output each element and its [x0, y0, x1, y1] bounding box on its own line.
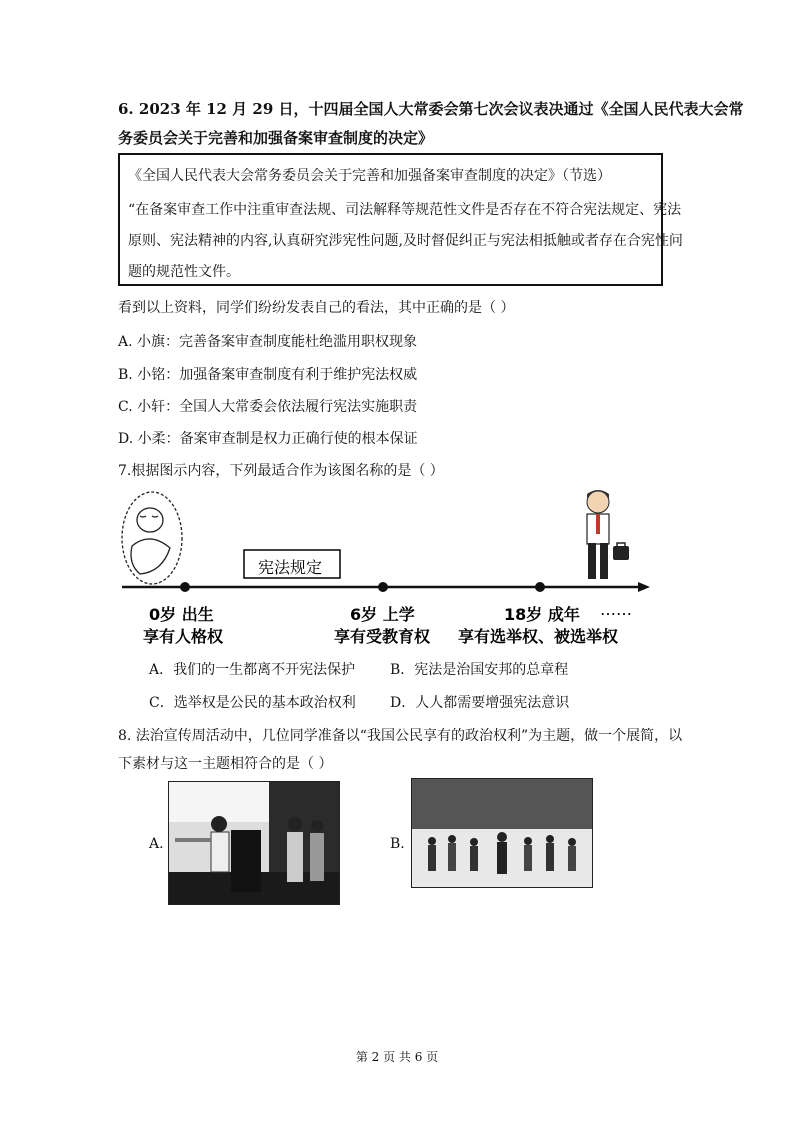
q6-option-b[interactable]: B. 小铭：加强备案审查制度有利于维护宪法权威 [118, 367, 418, 383]
q7-option-b[interactable]: B．宪法是治国安邦的总章程 [390, 662, 569, 678]
right-label-18: 享有选举权、被选举权 [458, 627, 619, 646]
timeline-point-0 [180, 582, 190, 592]
crowd-photo[interactable] [411, 778, 593, 888]
excerpt-box [118, 153, 683, 286]
age-label-0: 0岁 出生 [149, 605, 214, 624]
q7-option-c[interactable]: C．选举权是公民的基本政治权利 [149, 695, 356, 711]
timeline-ellipsis: …… [600, 600, 632, 619]
q6-option-a[interactable]: A. 小旗：完善备案审查制度能杜绝滥用职权现象 [118, 334, 418, 350]
excerpt-line3: 题的规范性文件。 [128, 264, 240, 280]
timeline-point-18 [535, 582, 545, 592]
q6-option-d[interactable]: D. 小柔：备案审查制是权力正确行使的根本保证 [118, 431, 418, 447]
voting-photo[interactable] [168, 781, 340, 905]
timeline-arrowhead [638, 582, 650, 592]
age-label-6: 6岁 上学 [350, 605, 415, 624]
q8-option-a[interactable]: A. [149, 836, 164, 852]
q6-option-c[interactable]: C. 小轩：全国人大常委会依法履行宪法实施职责 [118, 399, 418, 415]
q8-option-b[interactable]: B. [390, 836, 405, 852]
excerpt-line1: “在备案审查工作中注重审查法规、司法解释等规范性文件是否存在不符合宪法规定、宪法 [128, 202, 682, 218]
q6-stem-line1: 6. 2023 年 12 月 29 日，十四届全国人大常委会第七次会议表决通过《全国人民代表大会常 [118, 100, 744, 118]
q7-stem: 7.根据图示内容，下列最适合作为该图名称的是（ ） [118, 463, 444, 479]
timeline-point-6 [378, 582, 388, 592]
right-label-0: 享有人格权 [143, 627, 224, 646]
q6-question: 看到以上资料，同学们纷纷发表自己的看法，其中正确的是（ ） [118, 300, 515, 316]
right-label-6: 享有受教育权 [334, 627, 431, 646]
q7-option-d[interactable]: D．人人都需要增强宪法意识 [390, 695, 570, 711]
age-label-18: 18岁 成年 [504, 605, 580, 624]
q8-stem-line1: 8. 法治宣传周活动中，几位同学准备以“我国公民享有的政治权利”为主题，做一个展简，以 [118, 728, 683, 744]
q6-stem-line2: 务委员会关于完善和加强备案审查制度的决定》 [118, 129, 434, 147]
page-footer: 第 2 页 共 6 页 [355, 1050, 439, 1064]
constitution-label: 宪法规定 [258, 558, 323, 577]
baby-icon [122, 492, 182, 584]
q8-stem-line2: 下素材与这一主题相符合的是（ ） [118, 756, 333, 772]
excerpt-title: 《全国人民代表大会常务委员会关于完善和加强备案审查制度的决定》（节选） [128, 168, 611, 184]
life-timeline-diagram [110, 486, 670, 596]
q7-option-a[interactable]: A．我们的一生都离不开宪法保护 [149, 662, 356, 678]
businessman-icon [587, 490, 629, 579]
excerpt-line2: 原则、宪法精神的内容,认真研究涉宪性问题,及时督促纠正与宪法相抵触或者存在合宪性问 [128, 233, 683, 249]
